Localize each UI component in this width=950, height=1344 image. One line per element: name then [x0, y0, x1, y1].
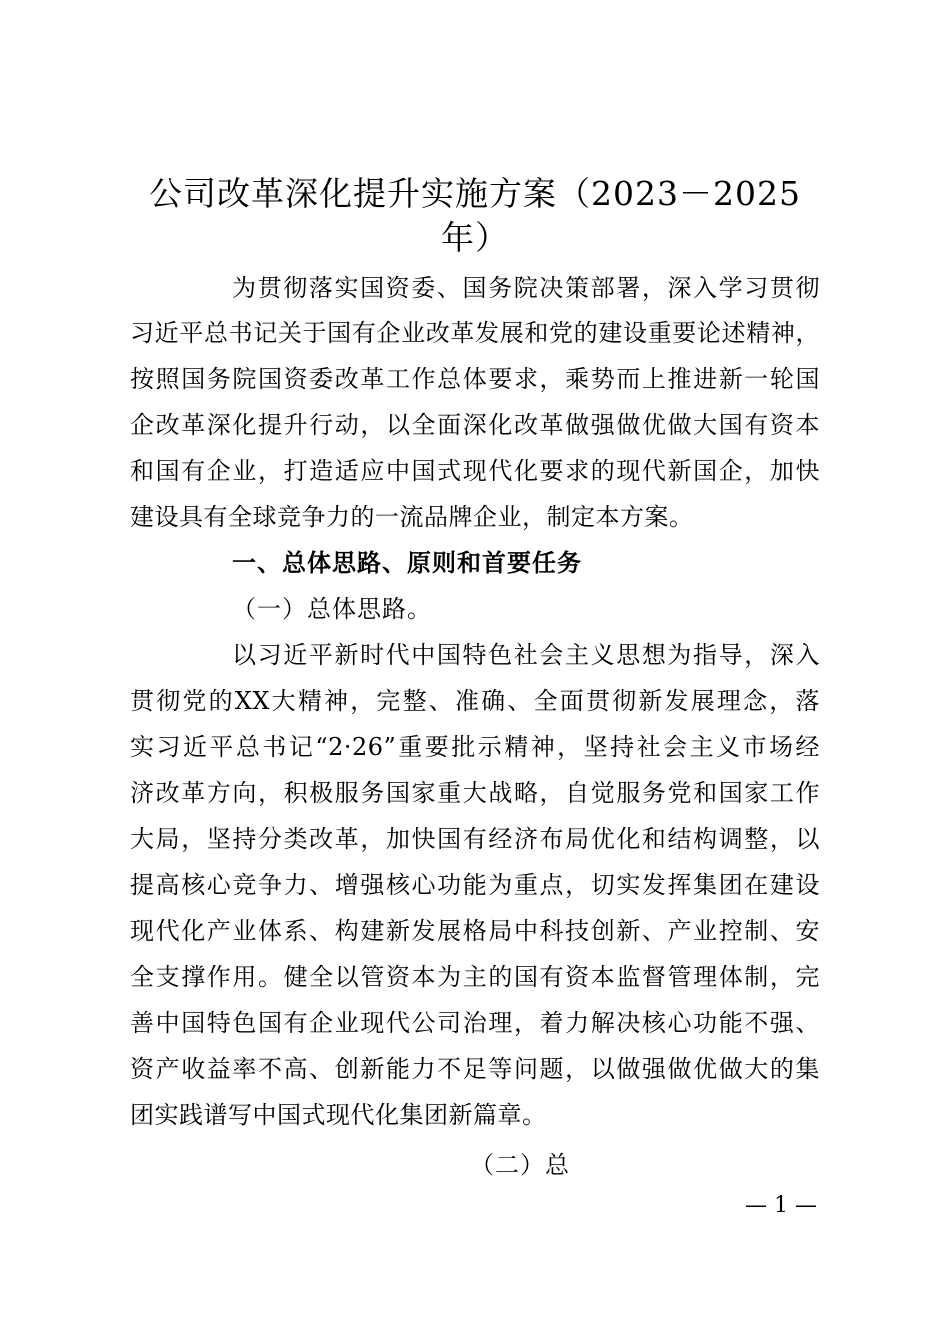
- body-line-6: 提高核心竞争力、增强核心功能为重点，切实发挥集团在建设: [130, 871, 820, 899]
- body-line-9: 善中国特色国有企业现代公司治理，着力解决核心功能不强、: [130, 1009, 820, 1037]
- body-line-3: 实习近平总书记“2·26”重要批示精神，坚持社会主义市场经: [130, 733, 820, 761]
- subsection-heading-partial: （二）总: [470, 1151, 570, 1179]
- page-number: — 1 —: [745, 1193, 817, 1218]
- intro-line-3: 按照国务院国资委改革工作总体要求，乘势而上推进新一轮国: [130, 365, 820, 393]
- body-line-10: 资产收益率不高、创新能力不足等问题，以做强做优做大的集: [130, 1055, 820, 1083]
- intro-line-4: 企改革深化提升行动，以全面深化改革做强做优做大国有资本: [130, 411, 820, 439]
- section-heading: 一、总体思路、原则和首要任务: [232, 549, 582, 577]
- body-line-2: 贯彻党的XX大精神，完整、准确、全面贯彻新发展理念，落: [130, 687, 820, 715]
- document-title-line-1: 公司改革深化提升实施方案（2023－2025: [149, 174, 801, 213]
- intro-line-6: 建设具有全球竞争力的一流品牌企业，制定本方案。: [130, 503, 694, 531]
- body-line-5: 大局，坚持分类改革，加快国有经济布局优化和结构调整，以: [130, 825, 820, 853]
- body-line-4: 济改革方向，积极服务国家重大战略，自觉服务党和国家工作: [130, 779, 820, 807]
- document-title-line-2: 年）: [441, 218, 509, 257]
- body-line-8: 全支撑作用。健全以管资本为主的国有资本监督管理体制，完: [130, 963, 820, 991]
- intro-line-5: 和国有企业，打造适应中国式现代化要求的现代新国企，加快: [130, 457, 820, 485]
- subsection-heading: （一）总体思路。: [232, 595, 432, 623]
- body-line-7: 现代化产业体系、构建新发展格局中科技创新、产业控制、安: [130, 917, 820, 945]
- intro-line-1: 为贯彻落实国资委、国务院决策部署，深入学习贯彻: [232, 274, 820, 302]
- intro-line-2: 习近平总书记关于国有企业改革发展和党的建设重要论述精神，: [130, 319, 820, 347]
- body-line-1: 以习近平新时代中国特色社会主义思想为指导，深入: [232, 641, 820, 669]
- body-line-11: 团实践谱写中国式现代化集团新篇章。: [130, 1101, 547, 1129]
